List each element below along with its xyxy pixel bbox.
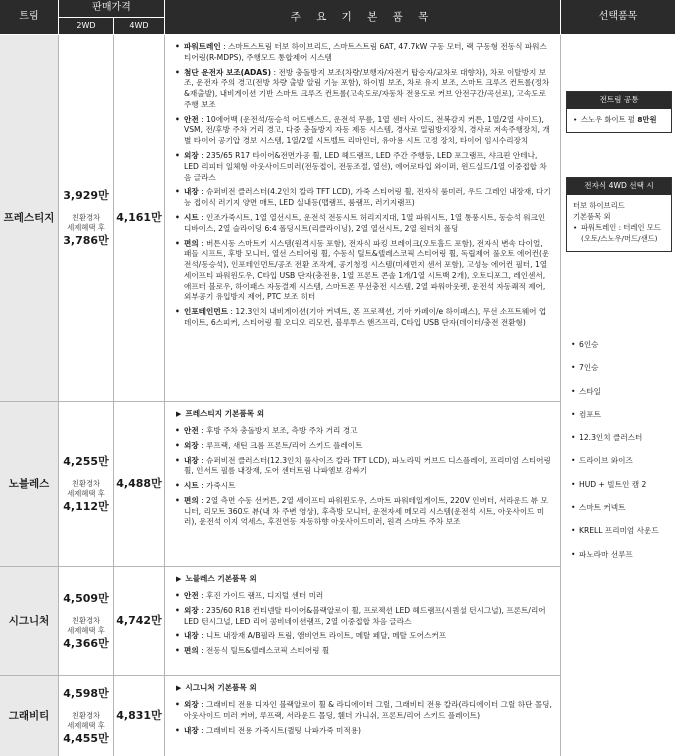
feature-text: : 루프랙, 새틴 크롬 프론트/리어 스키드 플레이트: [198, 440, 363, 450]
header-options: 선택품목: [561, 0, 675, 34]
feature-label: 안전: [184, 425, 199, 435]
triangle-icon: ▶: [176, 684, 182, 692]
feature-label: 외장: [184, 605, 199, 615]
header-price: 판매가격: [59, 0, 164, 17]
feature-label: 시트: [184, 212, 199, 222]
header-main-features: 주 요 기 본 품 목: [165, 0, 560, 34]
price-4wd: 4,831만: [116, 709, 162, 723]
option-paint: [573, 115, 667, 126]
feature-heading-text: 시그니처 기본품목 외: [185, 683, 257, 692]
option-package-item: • 7인승: [571, 363, 675, 386]
feature-text: : 니트 내장재 A/B필라 트림, 앰비언트 라이트, 메탈 페달, 메탈 도어스커프: [198, 631, 447, 641]
option-4wd-terrain-mode: • 파워트레인 : 터레인 모드 (오토/스노우/머드/샌드): [573, 223, 667, 245]
grid-line: [113, 35, 114, 756]
feature-label: 외장: [184, 699, 199, 709]
feature-text: : 스마트스트림 터보 하이브리드, 스마트스트림 6AT, 47.7kW 구동 모터, 랙 구동형 전동식 파워스티어링(R-MDPS), 주행모드 통합제어 시스템: [184, 42, 547, 62]
eco-note: [67, 616, 105, 636]
eco-note-line: 세제혜택 후: [67, 721, 105, 730]
feature-item: [175, 700, 552, 722]
option-box-all-trims-title: 전트림 공통: [567, 92, 671, 109]
feature-text: : 그래비티 전용 가죽시트(퀼팅 나파가죽 미적용): [198, 725, 362, 735]
triangle-icon: ▶: [176, 410, 182, 418]
feature-text: : 12.3인치 내비게이션(기아 커넥트, 폰 프로젝션, 기아 카페이/e 하이패스), 무선 소프트웨어 업데이트, 6스피커, 스티어링 휠 오디오 리모컨, 블루투스 핸즈프리, C타입 USB 단자(데이터/충전 전환형): [184, 307, 547, 327]
feature-cell: [165, 402, 560, 566]
price-after-tax-benefit: 4,112만: [63, 499, 109, 513]
feature-item: [175, 307, 552, 329]
option-package-list: [571, 340, 675, 573]
feature-text: : 버튼시동 스마트키 시스템(원격시동 포함), 전자식 파킹 브레이크(오토홀드 포함), 전자식 변속 다이얼, 패들 시프트, 후방 모니터, 열선 스티어링 휠, 수동식 틸트&텔레스코픽 스티어링 휠, 독립제어 풀오토 에어컨(운전석/동승석), 인포테인먼트/공조 전환 조작계, 공기청정 시스템(미세먼지 센서 포함), 고성능 에어컨 필터, 1열 세이프티 파워윈도우, C타입 USB 단자(충전용, 1열 프론트 콘솔 1개/1열 시트백 2개), 오토디포그, 레인센서, 애프터 블로우, 하이패스 자동결제 시스템, 스마트폰 무선충전 시스템, 2열 파워아웃렛, 운전석 자동쾌적 제어, 외부공기 유입방지 제어, PTC 보조 히터: [184, 238, 550, 302]
feature-label: 안전: [184, 590, 199, 600]
feature-cell: [165, 567, 560, 675]
price-after-tax-benefit: 4,455만: [63, 731, 109, 745]
trim-name: 시그니처: [0, 567, 58, 675]
grid-line: [0, 401, 561, 402]
eco-note: [67, 711, 105, 731]
feature-text: : 가죽시트: [198, 481, 236, 491]
price-2wd-cell: [59, 35, 113, 401]
option-package-item: • HUD + 빌트인 캠 2: [571, 480, 675, 503]
eco-note-line: 친환경차: [71, 711, 101, 721]
option-package-item: • 드라이브 와이즈: [571, 456, 675, 479]
feature-label: 안전: [184, 114, 199, 124]
feature-item: [175, 456, 552, 478]
price-4wd: 4,488만: [116, 477, 162, 491]
option-box-4wd-title: 전자식 4WD 선택 시: [567, 178, 671, 195]
feature-item: [175, 631, 552, 642]
feature-item: [175, 591, 552, 602]
triangle-icon: ▶: [176, 575, 182, 583]
option-package-item: • 컴포트: [571, 410, 675, 433]
feature-heading: [175, 574, 552, 585]
feature-label: 외장: [184, 440, 199, 450]
grid-line: [164, 35, 165, 756]
grid-line: [58, 35, 59, 756]
feature-heading: [175, 409, 552, 420]
option-package-item: • 파노라마 선루프: [571, 550, 675, 573]
eco-note: [67, 213, 105, 233]
eco-note-line: 친환경차: [71, 616, 101, 626]
feature-item: [175, 115, 552, 147]
feature-text: : 전방 충돌방지 보조(차량/보행자/자전거 탑승자/교차로 대향차), 차로 이탈방지 보조, 운전자 주의 경고(전방 차량 출발 알림 기능 포함), 하이빔 보조, 차로 유지 보조, 스마트 크루즈 컨트롤(정차&재출발), 내비게이션 기반 스마트 크루즈 컨트롤(고속도로/자동차 전용도로 커브 안전구간/곡선로), 고속도로 주행 보조: [184, 67, 550, 109]
feature-label: 편의: [184, 495, 199, 505]
feature-label: 내장: [184, 725, 199, 735]
header-trim: 트림: [0, 0, 58, 34]
trim-name: 프레스티지: [0, 35, 58, 401]
feature-label: 시트: [184, 481, 199, 491]
option-package-item: • 12.3인치 클러스터: [571, 433, 675, 456]
option-package-item: • KRELL 프리미엄 사운드: [571, 526, 675, 549]
option-box-4wd: [566, 177, 672, 252]
feature-item: [175, 426, 552, 437]
feature-heading-text: 노블레스 기본품목 외: [185, 574, 257, 583]
feature-cell: [165, 35, 560, 401]
feature-heading-text: 프레스티지 기본품목 외: [185, 409, 265, 418]
feature-label: 첨단 운전자 보조(ADAS): [184, 67, 272, 77]
feature-item: [175, 187, 552, 209]
option-package-item: • 스마트 커넥트: [571, 503, 675, 526]
feature-item: [175, 441, 552, 452]
price-2wd-cell: [59, 567, 113, 675]
price-2wd: 3,929만: [63, 188, 109, 202]
price-2wd: 4,509만: [63, 591, 109, 605]
feature-label: 파워트레인: [184, 42, 221, 51]
header-2wd: 2WD: [59, 18, 113, 34]
price-2wd: 4,598만: [63, 686, 109, 700]
feature-text: : 10에어백 (운전석/동승석 어드밴스드, 운전석 무릎, 1열 센터 사이드, 전복감지 커튼, 1열/2열 사이드), VSM, 전/후방 주차 거리 경고, 다중 충돌방지 자동 제동 시스템, 경사로 밀림방지장치, 경사로 저속주행장치, 개별 타이어 공기압 경보 시스템, 1열/2열 시트벨트 리마인더, 유아용 시트 고정 장치, 타이어 임시수리장치: [184, 114, 550, 146]
options-column: [561, 35, 675, 756]
price-4wd: 4,161만: [116, 211, 162, 225]
trim-name: 노블레스: [0, 402, 58, 566]
feature-text: : 235/65 R17 타이어&전면가공 휠, LED 헤드램프, LED 주간 주행등, LED 포그램프, 샤크핀 안테나, LED 리피터 일체형 아웃사이드미러(전동접이, 전동조절, 열선), 에어로타입 와이퍼, 윈드실드/1열 이중접합 차음 글라스: [184, 151, 547, 182]
option-box-all-trims: [566, 91, 672, 133]
feature-label: 외장: [184, 151, 199, 161]
feature-text: : 전동식 틸트&텔레스코픽 스티어링 휠: [198, 646, 330, 656]
feature-text: : 그래비티 전용 디자인 블랙알로이 휠 & 라디에이터 그릴, 그래비티 전용 칼라(라디에이터 그릴 하단 몰딩, 아웃사이드 미러 커버, 루프랙, 서라운드 몰딩, 휀더 가니쉬, 프론트/리어 스키드 플레이트): [184, 699, 552, 720]
grid-line: [0, 675, 561, 676]
feature-item: [175, 496, 552, 528]
option-paint-label: 스노우 화이트 펄: [581, 114, 638, 124]
feature-text: : 2열 측면 수동 선커튼, 2열 세이프티 파워윈도우, 스마트 파워테일게이트, 220V 인버터, 서라운드 뷰 모니터, 리모트 360도 뷰(내 차 주변 영상), 후측방 모니터, 운전자세 메모리 시스템(운전석 시트, 아웃사이드 미러), 운전석 이지 억세스, 후진연동 자동하향 아웃사이드미러, 원격 스마트 주차 보조: [184, 495, 548, 527]
feature-text: : 인조가죽시트, 1열 열선시트, 운전석 전동시트 허리지지대, 1열 파워시트, 1열 통풍시트, 동승석 워크인 디바이스, 2열 슬라이딩 6:4 폴딩시트(리클라이닝), 2열 열선시트, 2열 원터치 폴딩: [184, 212, 546, 233]
feature-item: [175, 239, 552, 304]
trim-name: 그래비티: [0, 676, 58, 756]
feature-item: [175, 151, 552, 183]
feature-item: [175, 606, 552, 628]
feature-label: 내장: [184, 187, 199, 197]
eco-note-line: 친환경차: [71, 479, 101, 489]
eco-note-line: 세제혜택 후: [67, 626, 105, 635]
feature-text: : 후진 가이드 램프, 디지털 센터 미러: [198, 590, 324, 600]
feature-item: [175, 726, 552, 737]
feature-label: 편의: [184, 646, 199, 656]
feature-text: : 슈퍼비전 클러스터(4.2인치 칼라 TFT LCD), 가죽 스티어링 휠, 전자식 룸미러, 우드 그레인 내장재, 다기능 접이식 러기지 양면 매트, LED 실내등(맵램프, 룸램프, 러기지램프): [184, 187, 551, 208]
option-paint-price: 8만원: [637, 114, 657, 124]
option-package-item: • 6인승: [571, 340, 675, 363]
feature-item: [175, 68, 552, 111]
eco-note-line: 세제혜택 후: [67, 223, 105, 232]
eco-note: [67, 479, 105, 499]
feature-text: : 235/60 R18 컨티넨탈 타이어&블랙알로이 휠, 프로젝션 LED 헤드램프(시퀀셜 턴시그널), 프론트/리어 LED 턴시그널, LED 리어 콤비네이션램프, 2열 이중접합 차음 글라스: [184, 605, 546, 626]
grid-line: [560, 35, 561, 756]
feature-heading: [175, 683, 552, 694]
price-after-tax-benefit: 4,366만: [63, 636, 109, 650]
option-4wd-line-1: 터보 하이브리드: [573, 200, 625, 210]
price-2wd-cell: [59, 402, 113, 566]
feature-label: 내장: [184, 455, 199, 465]
feature-item: [175, 481, 552, 492]
feature-item: [175, 42, 552, 64]
feature-text: : 후방 주차 충돌방지 보조, 측방 주차 거리 경고: [198, 425, 358, 435]
price-after-tax-benefit: 3,786만: [63, 233, 109, 247]
option-package-item: • 스타일: [571, 387, 675, 410]
feature-text: : 슈퍼비전 클러스터(12.3인치 풀사이즈 칼라 TFT LCD), 파노라믹 커브드 디스플레이, 프리미엄 스티어링 휠, 인서트 필름 내장재, 도어 센터트림 나파엠보 감싸기: [184, 455, 551, 476]
price-4wd: 4,742만: [116, 614, 162, 628]
eco-note-line: 세제혜택 후: [67, 489, 105, 498]
header-4wd: 4WD: [114, 18, 164, 34]
option-4wd-line-2: 기본품목 외: [573, 211, 611, 221]
eco-note-line: 친환경차: [71, 213, 101, 223]
feature-item: [175, 646, 552, 657]
grid-line: [0, 566, 561, 567]
price-2wd: 4,255만: [63, 454, 109, 468]
feature-label: 편의: [184, 238, 199, 248]
feature-cell: [165, 676, 560, 756]
price-2wd-cell: [59, 676, 113, 756]
feature-item: [175, 213, 552, 235]
feature-label: 인포테인먼트: [184, 307, 229, 317]
feature-label: 내장: [184, 631, 199, 641]
